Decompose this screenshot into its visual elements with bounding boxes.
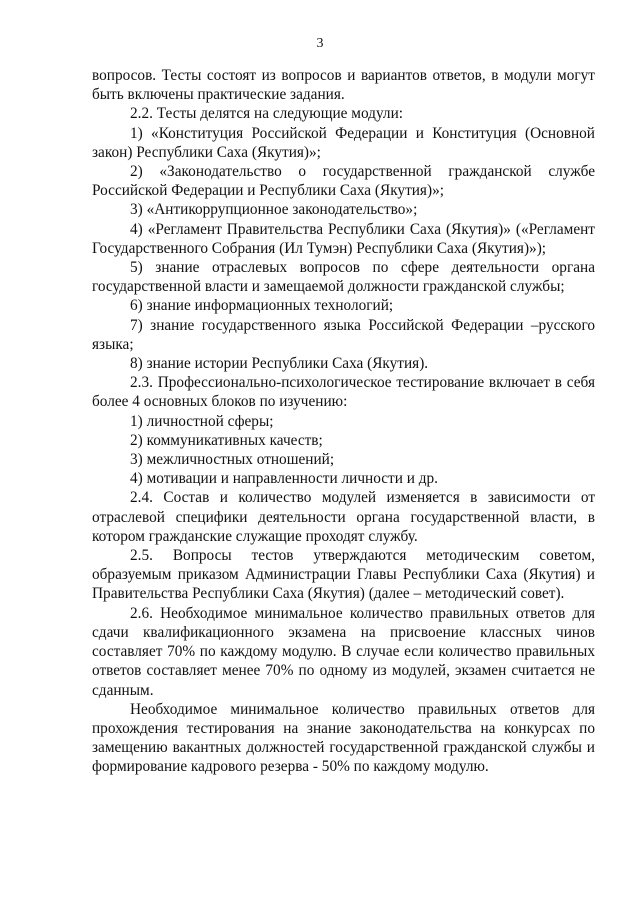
module-item-6: 6) знание информационных технологий;	[130, 297, 394, 315]
section-2-5: 2.5. Вопросы тестов утверждаются методическим советом, образуемым приказом Администрации Главы Республики Саха (Якутия) и Правительства Республики Саха (Якутия) (далее – методический совет).	[92, 547, 595, 603]
section-2-3: 2.3. Профессионально-психологическое тестирование включает в себя более 4 основных блоков по изучению:	[92, 374, 595, 411]
module-item-1: 1) «Конституция Российской Федерации и Конституция (Основной закон) Республики Саха (Якутия)»;	[92, 124, 595, 161]
document-body	[92, 66, 595, 777]
module-item-3: 3) «Антикоррупционное законодательство»;	[130, 201, 418, 219]
module-item-5: 5) знание отраслевых вопросов по сфере деятельности органа государственной власти и замещаемой должности гражданской службы;	[92, 259, 595, 296]
module-item-2: 2) «Законодательство о государственной гражданской службе Российской Федерации и Республики Саха (Якутия)»;	[92, 163, 595, 200]
module-item-7: 7) знание государственного языка Российской Федерации –русского языка;	[92, 316, 595, 353]
block-item-2: 2) коммуникативных качеств;	[130, 431, 323, 449]
paragraph-continuation: вопросов. Тесты состоят из вопросов и вариантов ответов, в модули могут быть включены практические задания.	[92, 67, 595, 104]
section-2-4: 2.4. Состав и количество модулей изменяется в зависимости от отраслевой специфики деятельности органа государственной власти, в котором гражданские служащие проходят службу.	[92, 489, 595, 545]
block-item-3: 3) межличностных отношений;	[130, 451, 335, 469]
section-2-2-heading: 2.2. Тесты делятся на следующие модули:	[130, 105, 404, 123]
section-2-6-continuation: Необходимое минимальное количество правильных ответов для прохождения тестирования на знание законодательства на конкурсах по замещению вакантных должностей государственной гражданской службы и формирование кадрового резерва - 50% по каждому модулю.	[92, 700, 595, 776]
block-item-1: 1) личностной сферы;	[130, 412, 274, 430]
block-item-4: 4) мотивации и направленности личности и др.	[130, 470, 438, 488]
section-2-6: 2.6. Необходимое минимальное количество правильных ответов для сдачи квалификационного экзамена на присвоение классных чинов составляет 70% по каждому модулю. В случае если количество правильных ответов составляет менее 70% по одному из модулей, экзамен считается не сданным.	[92, 604, 595, 699]
module-item-4: 4) «Регламент Правительства Республики Саха (Якутия)» («Регламент Государственного Собрания (Ил Тумэн) Республики Саха (Якутия)»);	[92, 220, 595, 257]
module-item-8: 8) знание истории Республики Саха (Якутия).	[130, 355, 429, 373]
page-number: 3	[316, 36, 324, 51]
